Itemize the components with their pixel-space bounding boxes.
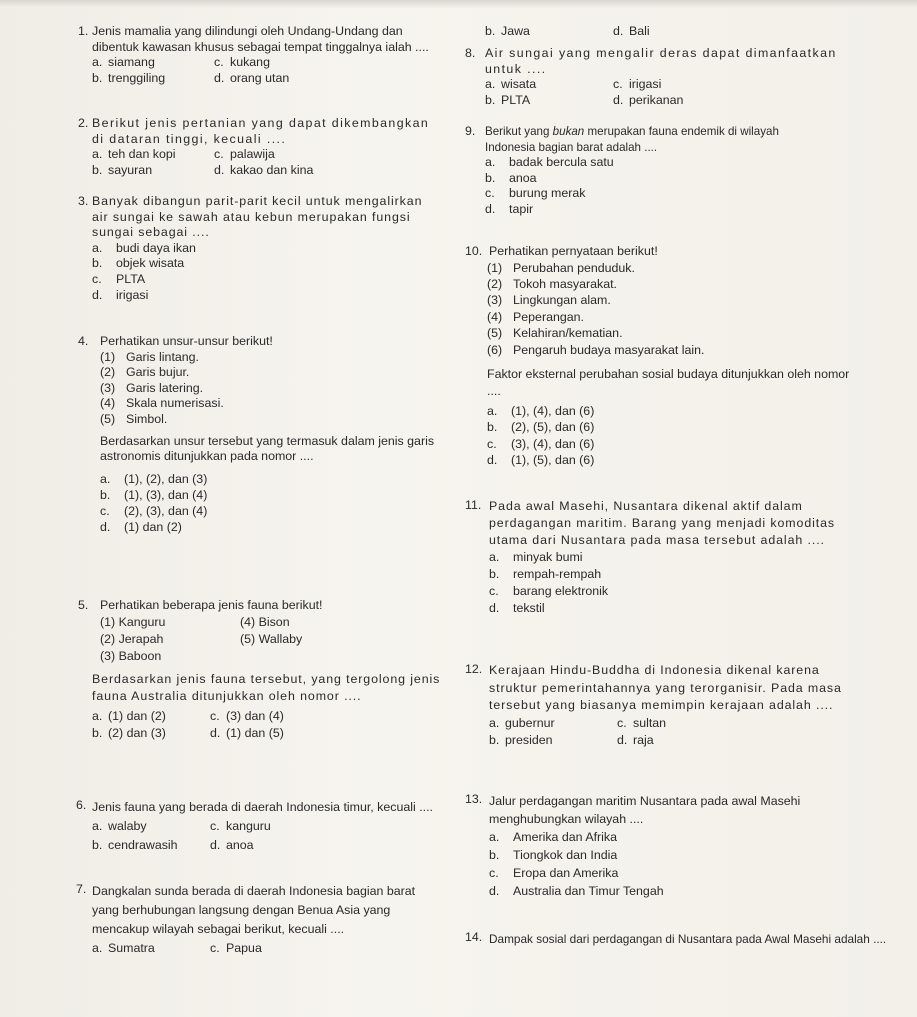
option-text: trenggiling [108,70,166,85]
option-letter: d. [214,162,225,177]
option-text: burung merak [509,186,586,201]
option-c[interactable] [487,436,917,452]
option-letter: a. [487,404,498,419]
option-c[interactable] [214,147,352,163]
question-text: Jenis fauna yang berada di daerah Indonesia timur, kecuali .... [92,800,433,814]
question-7 [0,882,455,958]
option-a[interactable] [489,549,917,566]
list-item [240,648,455,665]
option-letter: c. [210,941,220,955]
option-letter: b. [92,70,103,85]
option-letter: a. [92,819,103,833]
question-text: Perhatikan unsur-unsur berikut! [100,334,273,348]
item-number: (3) [487,293,503,308]
option-c[interactable] [613,77,765,93]
option-letter: c. [613,77,623,92]
options [92,817,372,855]
option-letter: b. [489,733,500,748]
option-text: walaby [108,819,147,833]
question-text: Dampak sosial dari perdagangan di Nusantara pada Awal Masehi adalah .... [489,932,887,946]
option-letter: d. [100,520,111,535]
item-text: Garis bujur. [126,365,190,380]
item-text: Tokoh masyarakat. [513,277,617,291]
item-text: Peperangan. [513,309,584,324]
question-13 [445,792,917,900]
option-d[interactable] [100,519,455,535]
list-item [100,412,455,428]
option-letter: b. [92,838,103,852]
option-text: irigasi [116,287,149,302]
option-text: palawija [230,147,275,162]
option-text: raja [633,733,654,748]
question-text: Jenis mamalia yang dilindungi oleh Undang-Undang dan dibentuk kawasan khusus sebagai tempat tinggalnya ialah .... [92,24,429,54]
option-c[interactable] [100,503,455,519]
option-letter: d. [92,287,103,302]
option-text: Amerika dan Afrika [513,830,617,844]
item-number: (4) [487,309,503,324]
option-a[interactable] [489,828,917,846]
option-letter: a. [92,941,103,955]
option-a[interactable] [100,471,455,487]
option-a[interactable] [92,147,214,163]
option-letter: b. [92,256,103,271]
question-text: Pada awal Masehi, Nusantara dikenal aktif dalam perdagangan maritim. Barang yang menjadi komoditas utama dari Nusantara pada masa tersebut adalah .... [489,499,835,547]
option-text: (2), (5), dan (6) [511,420,595,435]
question-12 [445,662,917,750]
option-letter: c. [214,55,224,70]
question-4 [0,334,455,536]
list-item: (3) Baboon [100,648,162,663]
question-number: 13. [465,792,483,806]
question-number: 3. [78,194,89,208]
question-text: Jalur perdagangan maritim Nusantara pada awal Masehi menghubungkan wilayah .... [489,794,801,826]
option-text: perikanan [629,92,684,107]
option-text: Bali [629,24,650,38]
question-text [485,124,815,155]
option-text: Papua [226,941,262,955]
options [92,708,372,742]
option-text: siamang [108,55,155,70]
option-a[interactable] [92,55,214,71]
options [489,549,917,617]
options [92,241,455,303]
option-text: teh dan kopi [108,147,176,162]
option-letter: a. [489,715,500,730]
option-text: PLTA [116,271,146,286]
question-number: 6. [76,798,87,812]
option-letter: b. [485,92,496,107]
options [92,147,352,178]
item-number: (2) [100,365,116,380]
option-b[interactable] [92,836,210,855]
item-number: (2) [487,277,503,291]
option-letter: c. [489,866,499,880]
option-a[interactable] [92,708,210,725]
question-text-continued: Berdasarkan jenis fauna tersebut, yang tergolong jenis fauna Australia ditunjukkan oleh nomor .... [92,671,441,703]
option-text: (1) dan (5) [226,725,284,740]
option-text: (1), (4), dan (6) [511,404,595,419]
option-text: (1) dan (2) [108,708,166,723]
item-text: Lingkungan alam. [513,293,611,308]
option-b[interactable] [487,419,917,435]
option-text: kanguru [226,819,271,833]
option-d[interactable] [210,836,372,855]
option-letter: d. [487,453,498,468]
option-text: (1), (2), dan (3) [124,471,208,486]
item-number: (6) [487,342,503,357]
option-c[interactable] [210,708,372,725]
item-number: (1) [100,349,116,364]
option-letter: c. [487,436,497,451]
question-14 [445,930,917,948]
statement-list [100,350,455,428]
option-letter: b. [489,848,500,862]
fauna-list [100,614,455,665]
option-a[interactable] [92,817,210,836]
option-letter: c. [617,715,627,730]
question-number: 9. [465,124,476,138]
option-a[interactable] [489,715,617,733]
option-letter: d. [485,201,496,216]
question-text: Perhatikan beberapa jenis fauna berikut! [100,598,323,612]
option-d[interactable] [487,452,917,468]
question-8 [445,46,917,108]
option-text: rempah-rempah [513,567,602,581]
question-5 [0,598,455,742]
option-d[interactable] [92,288,455,304]
question-number: 4. [78,334,89,348]
question-9 [445,124,917,218]
option-letter: d. [214,70,225,85]
option-d[interactable] [214,71,332,87]
option-d[interactable] [613,93,765,109]
option-text: (1), (5), dan (6) [511,453,595,468]
option-text: Jawa [501,24,530,38]
option-letter: c. [100,504,110,519]
options [489,828,917,900]
item-number: (5) [100,411,116,426]
question-number: 12. [465,662,483,676]
option-b[interactable] [489,732,617,750]
list-item [487,276,917,292]
option-a[interactable] [485,155,917,171]
page-top-edge [0,0,917,8]
option-a[interactable] [92,939,210,958]
question-number: 10. [465,244,483,258]
option-c[interactable] [210,817,372,836]
option-d[interactable] [214,163,352,179]
item-text: Pengaruh budaya masyarakat lain. [513,342,705,357]
list-item: (2) Jerapah [100,631,164,646]
option-text: tekstil [513,601,545,615]
option-letter: b. [485,24,496,38]
question-6 [0,798,455,855]
item-number: (1) [487,260,503,275]
question-text-continued: Faktor eksternal perubahan sosial budaya ditunjukkan oleh nomor .... [487,367,850,399]
options [92,939,372,958]
option-text: kukang [230,55,270,70]
options [485,155,917,217]
item-text: Skala numerisasi. [126,396,224,411]
options [92,55,332,86]
item-number: (3) [100,380,116,395]
list-item [100,381,455,397]
statement-list [487,260,917,358]
question-7-continued-options [445,24,917,40]
question-text-part: merupakan fauna endemik di wilayah Indonesia bagian barat adalah .... [485,125,779,154]
option-letter: c. [489,584,499,598]
question-text-continued: Berdasarkan unsur tersebut yang termasuk dalam jenis garis astronomis ditunjukkan pada nomor .... [100,433,435,464]
option-letter: d. [210,725,221,740]
options [489,715,789,750]
option-letter: b. [100,487,111,502]
option-letter: c. [485,186,495,201]
question-text: Air sungai yang mengalir deras dapat dimanfaatkan untuk .... [485,46,837,76]
list-item [100,350,455,366]
question-number: 7. [76,882,87,896]
option-letter: a. [489,550,500,564]
option-text: barang elektronik [513,584,609,598]
option-d[interactable] [210,725,372,742]
option-d[interactable] [485,202,917,218]
option-d[interactable] [617,732,789,750]
option-text: sultan [633,715,667,730]
question-text: Kerajaan Hindu-Buddha di Indonesia dikenal karena struktur pemerintahannya yang terorganisir. Pada masa tersebut yang biasanya memimpin kerajaan adalah .... [489,663,842,713]
question-number: 11. [465,498,482,512]
option-letter: a. [485,155,496,170]
option-letter: b. [487,420,498,435]
question-1 [0,24,455,86]
option-d[interactable] [489,600,917,617]
option-text: anoa [509,170,537,185]
options [485,24,745,40]
option-c[interactable] [214,55,332,71]
option-text: irigasi [629,77,662,92]
option-letter: a. [100,471,111,486]
list-item [487,309,917,325]
option-letter: d. [489,601,500,615]
list-item [487,342,917,358]
option-c[interactable] [617,715,789,733]
question-number: 5. [78,598,89,612]
option-text: budi daya ikan [116,240,196,255]
option-c[interactable] [92,272,455,288]
option-letter: c. [214,147,224,162]
item-text: Perubahan penduduk. [513,260,635,275]
question-number: 14. [465,930,483,944]
option-text: kakao dan kina [230,162,314,177]
option-b[interactable] [489,566,917,583]
option-letter: a. [92,240,103,255]
list-item: (4) Bison [240,614,290,629]
option-letter: a. [92,55,103,70]
option-b[interactable] [100,487,455,503]
list-item: (5) Wallaby [240,631,303,646]
options [487,403,917,469]
question-number: 1. [78,24,89,38]
list-item [487,260,917,276]
item-text: Garis lintang. [126,349,200,364]
option-text: (1) dan (2) [124,520,182,535]
option-text: objek wisata [116,256,185,271]
option-letter: b. [485,170,496,185]
question-number: 2. [78,116,89,130]
option-letter: d. [210,838,221,852]
option-a[interactable] [487,403,917,419]
option-letter: a. [92,147,103,162]
list-item [100,396,455,412]
option-letter: a. [489,830,500,844]
option-text: sayuran [108,162,153,177]
option-text: (2) dan (3) [108,725,166,740]
question-10 [445,244,917,469]
item-number: (4) [100,396,116,411]
question-11 [445,498,917,617]
option-d[interactable] [489,882,917,900]
option-letter: d. [613,24,624,38]
option-text: Sumatra [108,941,155,955]
question-text: Banyak dibangun parit-parit kecil untuk mengalirkan air sungai ke sawah atau kebun merupakan fungsi sungai sebagai .... [92,194,423,240]
option-text: presiden [505,733,553,748]
question-number: 8. [465,46,476,60]
option-b[interactable] [92,725,210,742]
question-text: Berikut jenis pertanian yang dapat dikembangkan di dataran tinggi, kecuali .... [92,116,430,146]
option-c[interactable] [489,583,917,600]
item-text: Kelahiran/kematian. [513,326,623,341]
option-b[interactable] [92,163,214,179]
option-text: (1), (3), dan (4) [124,487,208,502]
option-text: (3) dan (4) [226,708,284,723]
option-b[interactable] [485,24,613,40]
option-letter: a. [485,77,496,92]
option-b[interactable] [485,93,613,109]
option-a[interactable] [485,77,613,93]
list-item [487,292,917,308]
option-text: (2), (3), dan (4) [124,504,208,519]
list-item [100,365,455,381]
option-letter: d. [489,884,500,898]
option-a[interactable] [92,241,455,257]
option-c[interactable] [485,186,917,202]
option-d[interactable] [613,24,745,40]
option-letter: b. [92,725,103,740]
question-text: Perhatikan pernyataan berikut! [489,244,658,258]
option-letter: c. [92,271,102,286]
option-b[interactable] [489,846,917,864]
question-text-part: Berikut yang [485,125,553,138]
option-b[interactable] [485,171,917,187]
option-letter: d. [613,92,624,107]
option-c[interactable] [489,864,917,882]
option-text: (3), (4), dan (6) [511,436,595,451]
question-3 [0,194,455,303]
item-text: Garis latering. [126,380,204,395]
option-text: Australia dan Timur Tengah [513,884,664,898]
option-text: wisata [501,77,537,92]
option-text: gubernur [505,715,555,730]
list-item: (1) Kanguru [100,614,166,629]
option-text: badak bercula satu [509,155,614,170]
option-text: PLTA [501,92,531,107]
option-b[interactable] [92,256,455,272]
option-letter: b. [489,567,500,581]
question-text: Dangkalan sunda berada di daerah Indonesia bagian barat yang berhubungan langsung dengan Benua Asia yang mencakup wilayah sebagai berikut, kecuali .... [92,884,416,936]
option-b[interactable] [92,71,214,87]
option-text: Tiongkok dan India [513,848,618,862]
option-letter: c. [210,708,220,723]
options [100,471,455,536]
option-letter: c. [210,819,220,833]
option-text: tapir [509,201,534,216]
option-text: anoa [226,838,254,852]
option-text: orang utan [230,70,290,85]
option-c[interactable] [210,939,372,958]
question-2 [0,116,455,178]
item-number: (5) [487,326,503,341]
option-text: minyak bumi [513,550,583,564]
item-text: Simbol. [126,411,168,426]
list-item [487,325,917,341]
options [485,77,765,108]
option-letter: b. [92,162,103,177]
question-text-emphasis: bukan [552,125,585,138]
option-text: Eropa dan Amerika [513,866,619,880]
option-text: cendrawasih [108,838,178,852]
option-letter: a. [92,708,103,723]
option-letter: d. [617,733,628,748]
